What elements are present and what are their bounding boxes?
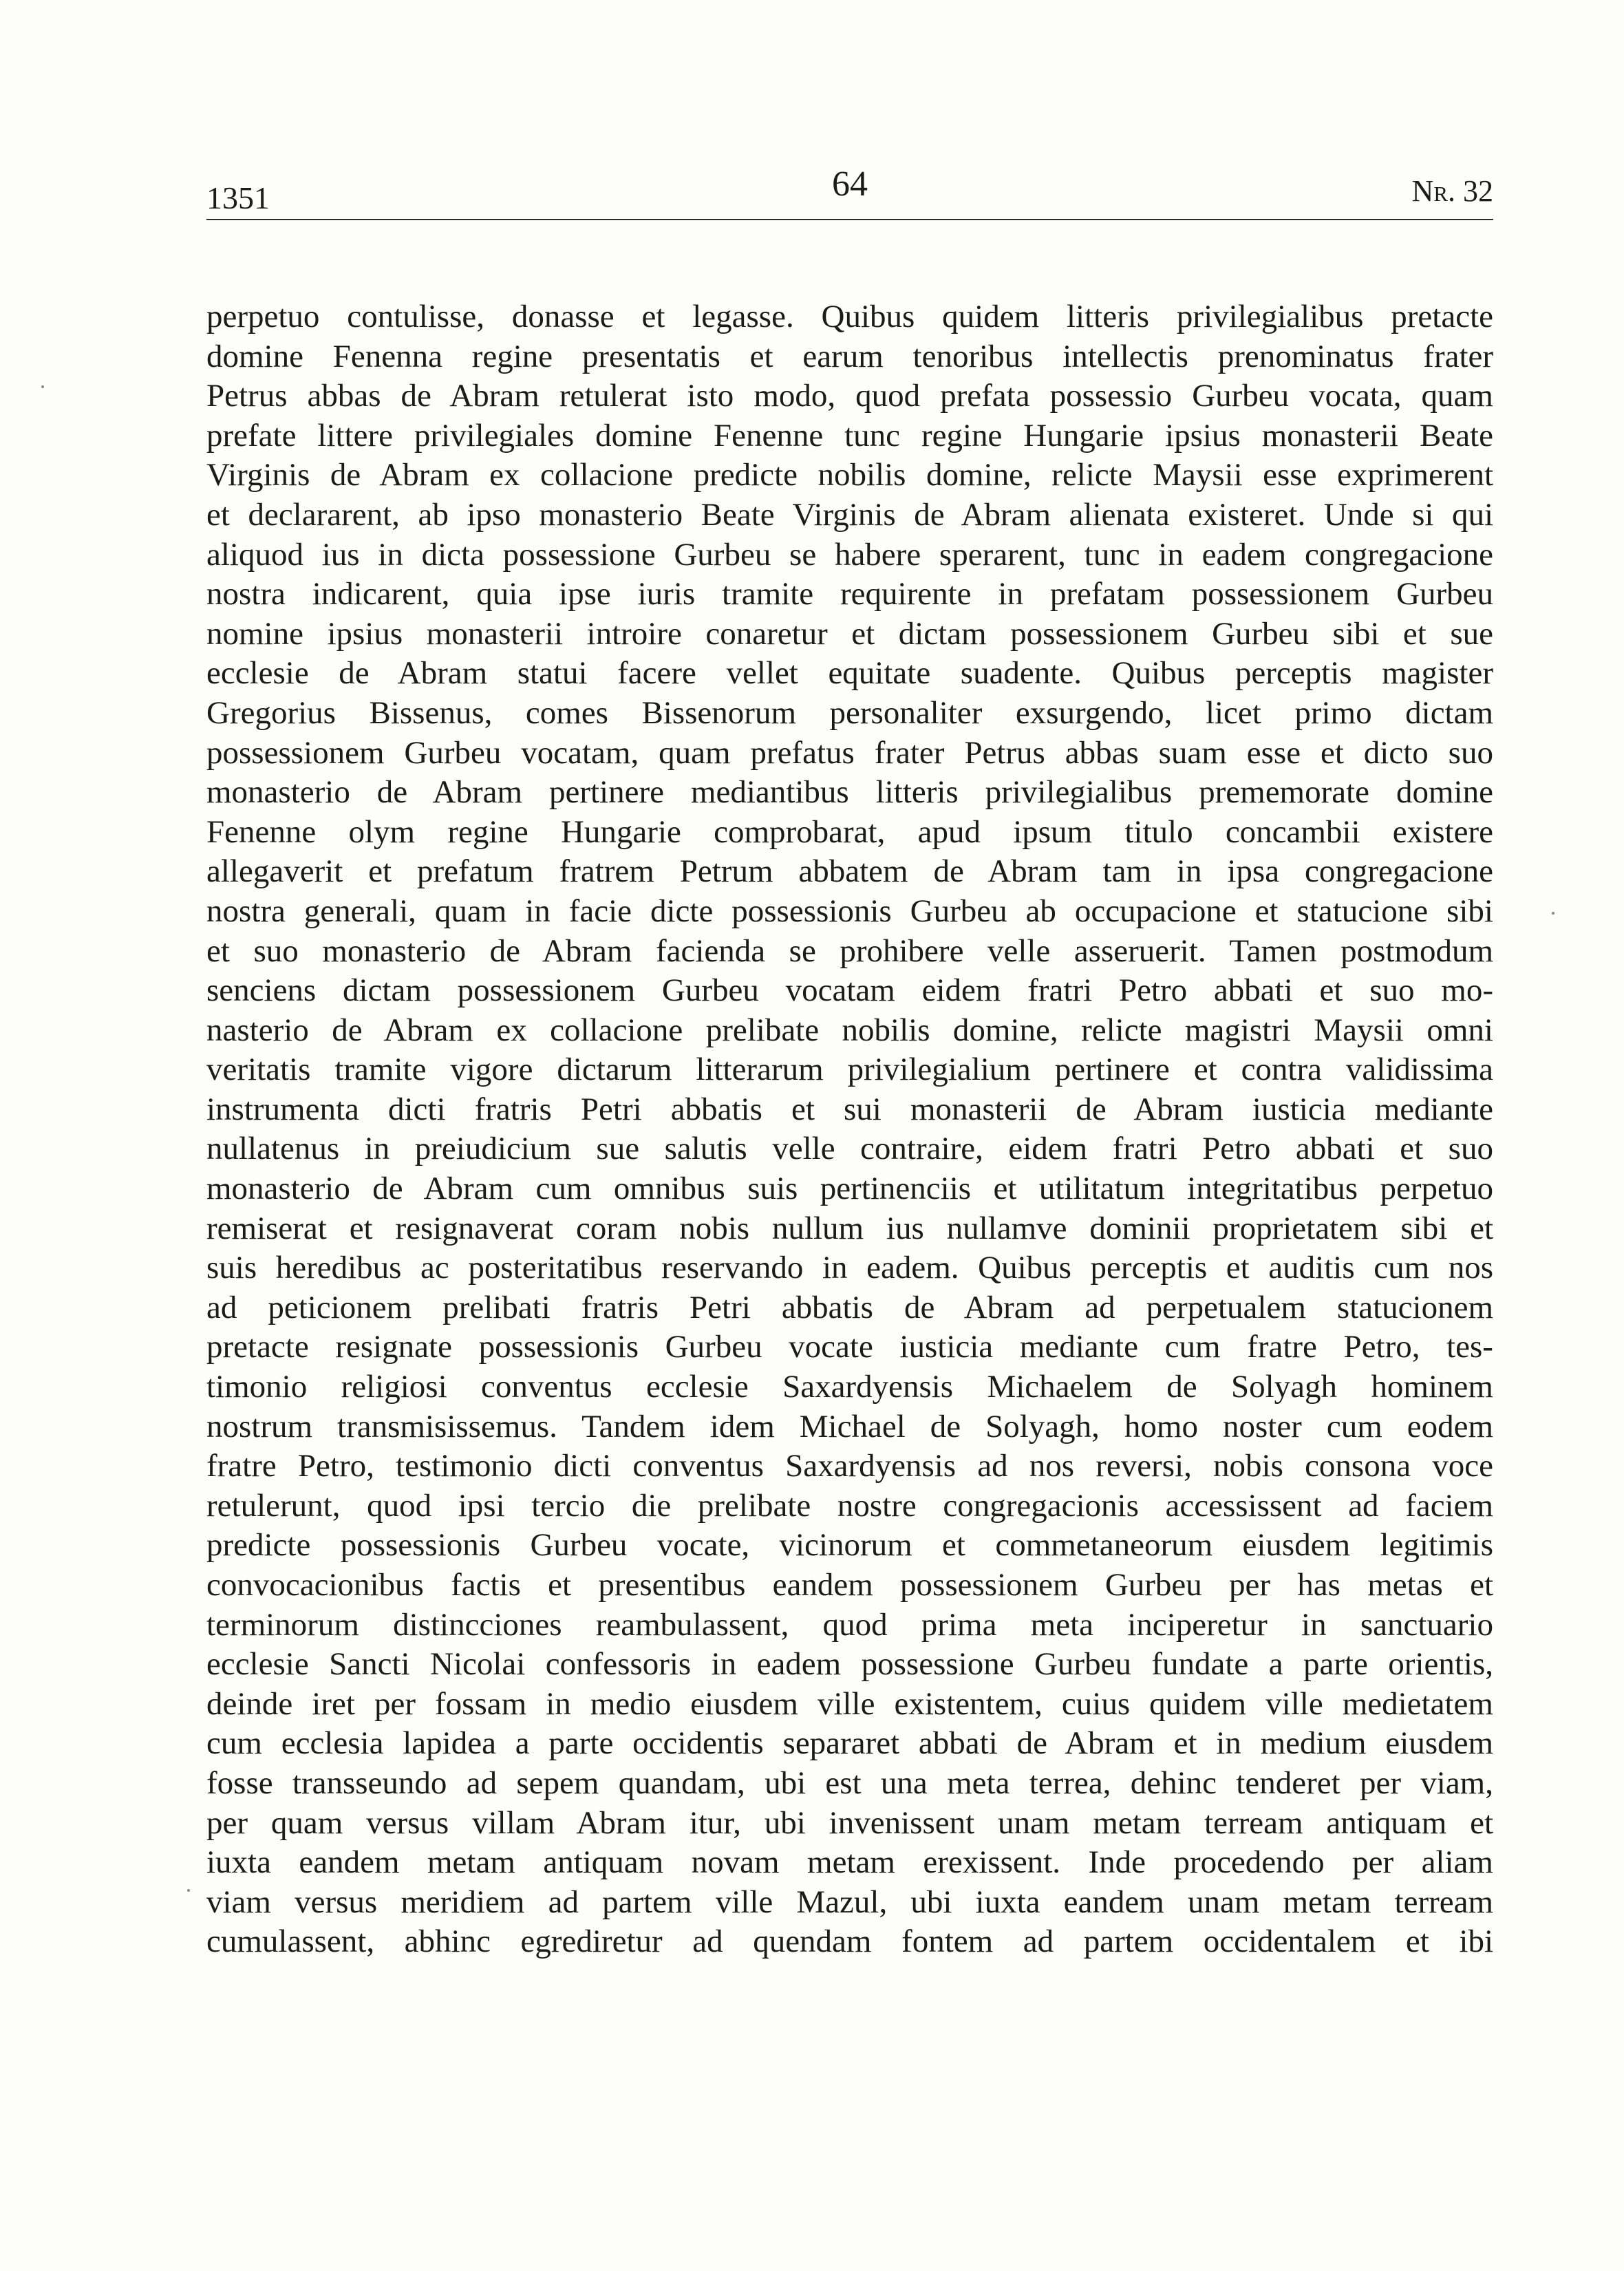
document-number-prefix: Nr. — [1411, 174, 1455, 208]
text-line: Gregorius Bissenus, comes Bissenorum personaliter exsurgendo, licet primo dictam — [206, 694, 1494, 731]
text-line: monasterio de Abram pertinere mediantibus litteris privilegialibus prememorate domine — [206, 774, 1493, 811]
text-line: et suo monasterio de Abram facienda se prohibere velle asseruerit. Tamen postmodum — [206, 932, 1494, 969]
charter-text — [206, 297, 1493, 1962]
text-line: nullatenus in preiudicium sue salutis velle contraire, eidem fratri Petro abbati et suo — [206, 1131, 1493, 1167]
text-line: Fenenne olym regine Hungarie comprobarat, apud ipsum titulo concambii existere — [206, 813, 1493, 850]
text-line: prefate littere privilegiales domine Fenenne tunc regine Hungarie ipsius monasterii Beate — [206, 417, 1493, 454]
text-line: nostrum transmisissemus. Tandem idem Michael de Solyagh, homo noster cum eodem — [206, 1408, 1494, 1444]
text-line: senciens dictam possessionem Gurbeu vocatam eidem fratri Petro abbati et suo mo- — [206, 972, 1493, 1009]
text-line: perpetuo contulisse, donasse et legasse. Quibus quidem litteris privilegialibus pretacte — [206, 299, 1493, 334]
text-line: convocacionibus factis et presentibus eandem possessionem Gurbeu per has metas et — [206, 1567, 1494, 1603]
scan-speck — [187, 1889, 190, 1892]
text-line: retulerunt, quod ipsi tercio die prelibate nostre congregacionis accessissent ad faciem — [206, 1487, 1494, 1524]
text-line: allegaverit et prefatum fratrem Petrum abbatem de Abram tam in ipsa congregacione — [206, 853, 1493, 890]
scan-speck — [41, 385, 44, 388]
document-number — [1412, 171, 1493, 212]
text-line: ecclesie Sancti Nicolai confessoris in eadem possessione Gurbeu fundate a parte orientis, — [206, 1646, 1494, 1683]
text-line: veritatis tramite vigore dictarum litterarum privilegialium pertinere et contra validissima — [206, 1052, 1494, 1088]
text-line: monasterio de Abram cum omnibus suis pertinenciis et utilitatum integritatibus perpetuo — [206, 1171, 1493, 1207]
text-line: nomine ipsius monasterii introire conaretur et dictam possessionem Gurbeu sibi et sue — [206, 615, 1493, 652]
text-line: ecclesie de Abram statui facere vellet equitate suadente. Quibus perceptis magister — [206, 655, 1493, 692]
text-line: cumulassent, abhinc egrediretur ad quendam fontem ad partem occidentalem et ibi — [206, 1923, 1494, 1960]
text-line: deinde iret per fossam in medio eiusdem ville existentem, cuius quidem ville medietatem — [206, 1685, 1493, 1722]
text-line: possessionem Gurbeu vocatam, quam prefatus frater Petrus abbas suam esse et dicto suo — [206, 734, 1493, 771]
running-head — [206, 164, 1493, 219]
text-line: cum ecclesia lapidea a parte occidentis separaret abbati de Abram et in medium eiusdem — [206, 1725, 1494, 1762]
text-line: et declararent, ab ipso monasterio Beate Virginis de Abram alienata existeret. Unde si qui — [206, 496, 1494, 533]
text-line: pretacte resignate possessionis Gurbeu vocate iusticia mediante cum fratre Petro, tes- — [206, 1329, 1493, 1365]
text-line: remiserat et resignaverat coram nobis nullum ius nullamve dominii proprietatem sibi et — [206, 1210, 1494, 1246]
text-line: per quam versus villam Abram itur, ubi invenissent unam metam terream antiquam et — [206, 1804, 1494, 1841]
text-line: Virginis de Abram ex collacione predicte nobilis domine, relicte Maysii esse exprimerent — [206, 457, 1494, 493]
text-line: Petrus abbas de Abram retulerat isto modo, quod prefata possessio Gurbeu vocata, quam — [206, 378, 1493, 414]
text-line: domine Fenenna regine presentatis et earum tenoribus intellectis prenominatus frater — [206, 338, 1494, 374]
text-line: iuxta eandem metam antiquam novam metam erexissent. Inde procedendo per aliam — [206, 1844, 1493, 1881]
text-line: nostra generali, quam in facie dicte possessionis Gurbeu ab occupacione et statucione sibi — [206, 893, 1493, 929]
text-line: fosse transseundo ad sepem quandam, ubi est una meta terrea, dehinc tenderet per viam, — [206, 1764, 1493, 1801]
text-line: nasterio de Abram ex collacione prelibate nobilis domine, relicte magistri Maysii omni — [206, 1012, 1493, 1048]
text-line: suis heredibus ac posteritatibus reservando in eadem. Quibus perceptis et auditis cum nos — [206, 1250, 1494, 1286]
header-year: 1351 — [206, 180, 270, 215]
page-number: 64 — [832, 164, 868, 204]
text-line: predicte possessionis Gurbeu vocate, vicinorum et commetaneorum eiusdem legitimis — [206, 1527, 1493, 1564]
scan-speck — [1552, 912, 1554, 915]
text-line: instrumenta dicti fratris Petri abbatis et sui monasterii de Abram iusticia mediante — [206, 1091, 1493, 1127]
text-line: terminorum distincciones reambulassent, quod prima meta inciperetur in sanctuario — [206, 1606, 1493, 1643]
text-line: timonio religiosi conventus ecclesie Saxardyensis Michaelem de Solyagh hominem — [206, 1369, 1493, 1405]
text-line: ad peticionem prelibati fratris Petri abbatis de Abram ad perpetualem statucionem — [206, 1289, 1494, 1325]
header-rule — [206, 219, 1493, 220]
text-line: nostra indicarent, quia ipse iuris tramite requirente in prefatam possessionem Gurbeu — [206, 576, 1494, 612]
text-line: fratre Petro, testimonio dicti conventus Saxardyensis ad nos reversi, nobis consona voce — [206, 1448, 1493, 1484]
text-line: viam versus meridiem ad partem ville Mazul, ubi iuxta eandem unam metam terream — [206, 1884, 1494, 1920]
document-number-value: 32 — [1463, 174, 1493, 208]
text-line: aliquod ius in dicta possessione Gurbeu se habere sperarent, tunc in eadem congregacione — [206, 536, 1493, 573]
